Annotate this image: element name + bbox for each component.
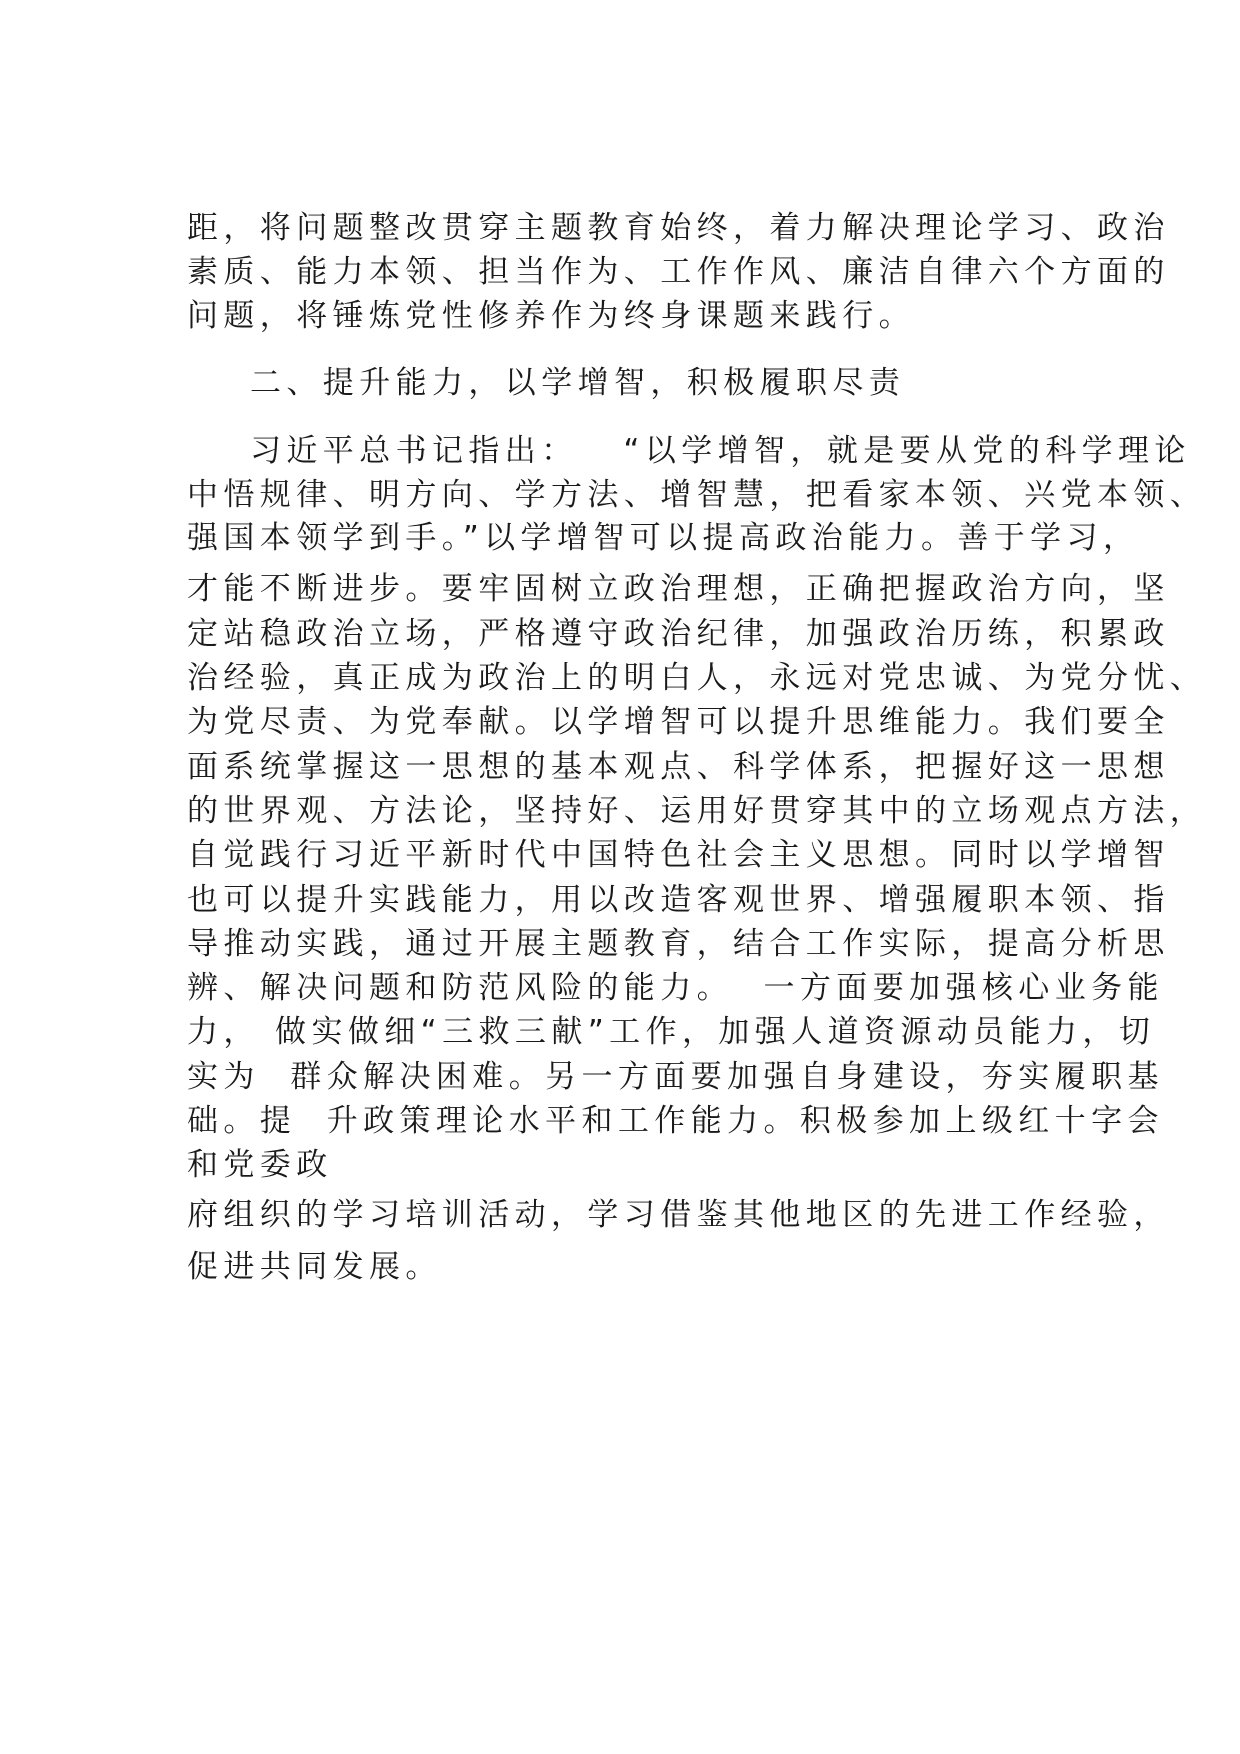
paragraph-line: 的世界观、方法论，坚持好、运用好贯穿其中的立场观点方法，: [187, 793, 1207, 829]
paragraph-line: 础。提 升政策理论水平和工作能力。积极参加上级红十字会: [187, 1103, 1164, 1139]
paragraph-line: 导推动实践，通过开展主题教育，结合工作实际，提高分析思: [187, 926, 1170, 962]
paragraph-line: 府组织的学习培训活动，学习借鉴其他地区的先进工作经验，: [187, 1197, 1170, 1233]
paragraph-line: 力， 做实做细“三救三献”工作，加强人道资源动员能力，切: [187, 1014, 1156, 1050]
paragraph-line: 和党委政: [187, 1147, 333, 1183]
paragraph-line: 定站稳政治立场，严格遵守政治纪律，加强政治历练，积累政: [187, 616, 1170, 652]
paragraph-line: 距，将问题整改贯穿主题教育始终，着力解决理论学习、政治: [187, 210, 1170, 246]
paragraph-line: 问题，将锤炼党性修养作为终身课题来践行。: [187, 298, 915, 334]
paragraph-line: 素质、能力本领、担当作为、工作作风、廉洁自律六个方面的: [187, 254, 1170, 290]
paragraph-line: 也可以提升实践能力，用以改造客观世界、增强履职本领、指: [187, 882, 1170, 918]
paragraph-line: 促进共同发展。: [187, 1249, 442, 1285]
paragraph-line: 治经验，真正成为政治上的明白人，永远对党忠诚、为党分忧、: [187, 660, 1207, 696]
paragraph-line: 强国本领学到手。”以学增智可以提高政治能力。善于学习，: [187, 520, 1140, 556]
paragraph-line: 中悟规律、明方向、学方法、增智慧，把看家本领、兴党本领、: [187, 477, 1207, 513]
paragraph-line: 为党尽责、为党奉献。以学增智可以提升思维能力。我们要全: [187, 704, 1170, 740]
paragraph-line: 习近平总书记指出： “以学增智，就是要从党的科学理论: [250, 433, 1191, 469]
paragraph-line: 面系统掌握这一思想的基本观点、科学体系，把握好这一思想: [187, 749, 1170, 785]
paragraph-line: 自觉践行习近平新时代中国特色社会主义思想。同时以学增智: [187, 837, 1170, 873]
section-heading: 二、提升能力，以学增智，积极履职尽责: [250, 365, 906, 401]
paragraph-line: 辨、解决问题和防范风险的能力。 一方面要加强核心业务能: [187, 970, 1164, 1006]
paragraph-line: 才能不断进步。要牢固树立政治理想，正确把握政治方向，坚: [187, 571, 1170, 607]
paragraph-line: 实为 群众解决困难。另一方面要加强自身建设，夯实履职基: [187, 1059, 1164, 1095]
